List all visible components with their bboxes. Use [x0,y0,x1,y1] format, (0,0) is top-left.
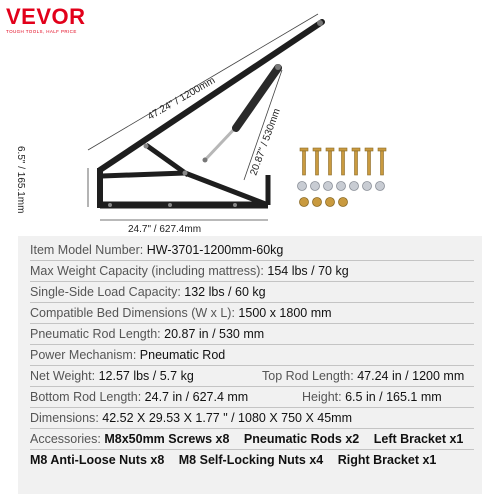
pneumatic-rod-dimension-label: 20.87" / 530mm [248,107,283,178]
spec-row-bottomrod-height: Bottom Rod Length: 24.7 in / 627.4 mm Height: 6.5 in / 165.1 mm [30,387,474,408]
link-arm-diagonal-long [185,173,268,205]
spec-row-bed-dimensions: Compatible Bed Dimensions (W x L): 1500 x 1800 mm [30,303,474,324]
bed-lift-mechanism-drawing [0,0,500,232]
spec-row-rod-length: Pneumatic Rod Length: 20.87 in / 530 mm [30,324,474,345]
link-arm-diagonal-short [146,145,188,175]
spec-row-max-weight: Max Weight Capacity (including mattress): 154 lbs / 70 kg [30,261,474,282]
brand-tagline: TOUGH TOOLS, HALF PRICE [6,29,77,34]
spec-row-single-side: Single-Side Load Capacity: 132 lbs / 60 kg [30,282,474,303]
spec-row-model: Item Model Number: HW-3701-1200mm-60kg [30,240,474,261]
brand-name: VEVOR [6,4,86,29]
top-rod-dimension-label: 47.24" / 1200mm [146,75,218,123]
base-dimension-label: 24.7" / 627.4mm [128,224,202,232]
spec-row-accessories-continued: M8 Anti-Loose Nuts x8 M8 Self-Locking Nuts x4 Right Bracket x1 [30,453,437,467]
anti-loose-nuts-illustration [298,182,385,191]
spec-row-accessories: Accessories: M8x50mm Screws x8 Pneumatic Rods x2 Left Bracket x1 [30,429,474,450]
spec-row-weight-toprod: Net Weight: 12.57 lbs / 5.7 kg Top Rod Length: 47.24 in / 1200 mm [30,366,474,387]
spec-row-power: Power Mechanism: Pneumatic Rod [30,345,474,366]
height-dimension-label: 6.5" / 165.1mm [15,146,26,214]
top-rod [100,22,322,170]
top-rod-end-pin [317,20,323,26]
self-locking-nuts-illustration [300,198,348,207]
specifications-table [18,236,482,494]
spec-row-dimensions: Dimensions: 42.52 X 29.53 X 1.77 " / 1080 X 750 X 45mm [30,408,474,429]
screws-illustration [300,148,386,175]
link-arm-horizontal [102,173,185,176]
